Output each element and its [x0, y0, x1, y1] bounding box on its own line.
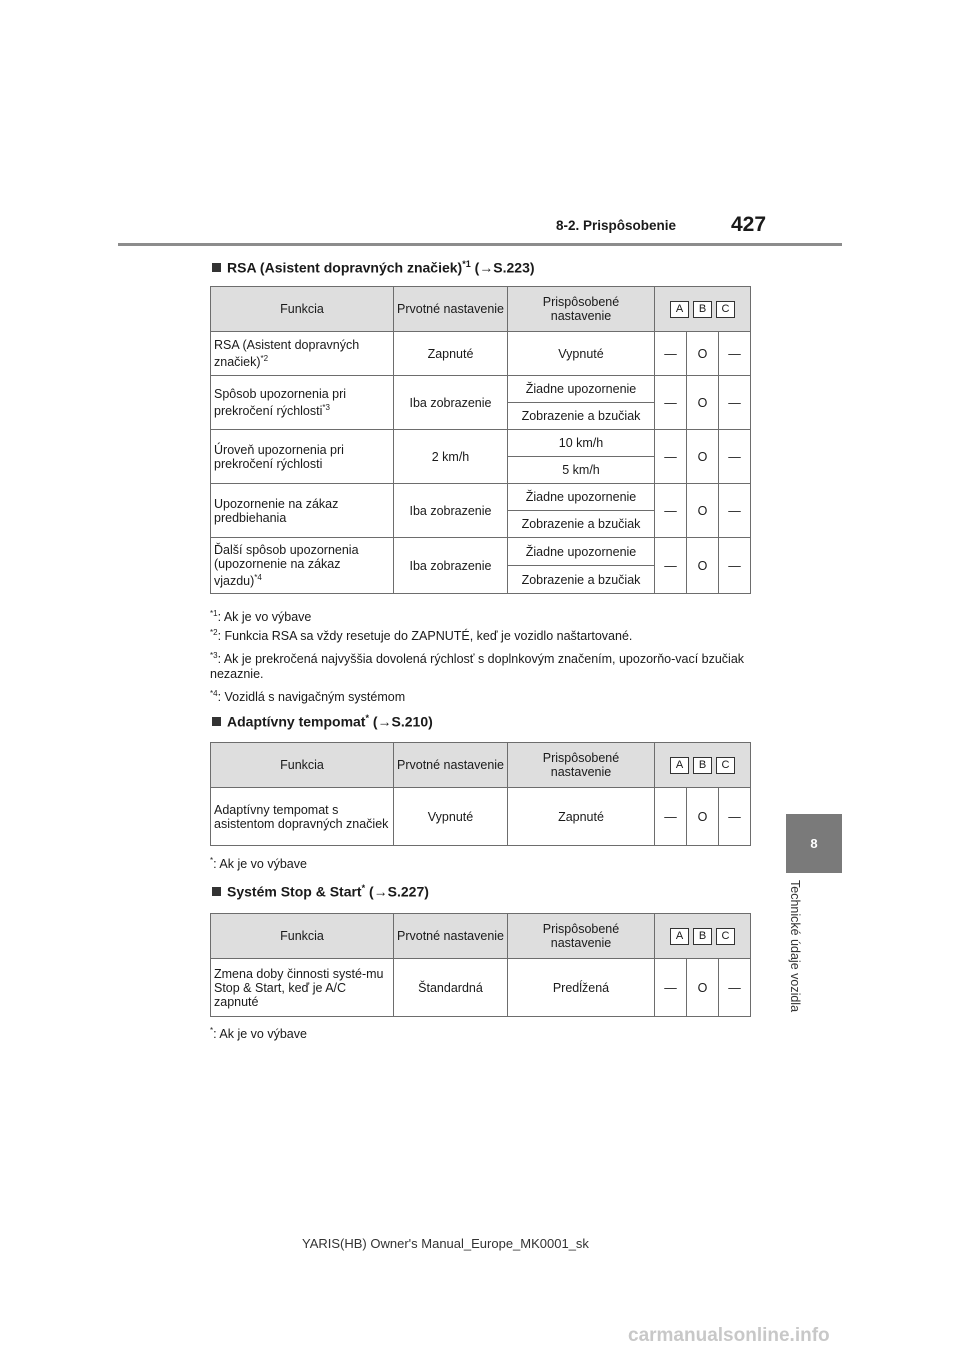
- function-cell: Zmena doby činnosti systé-mu Stop & Start, keď je A/C zapnuté: [211, 959, 394, 1017]
- setting-method-b-icon: B: [693, 928, 712, 945]
- column-header: Prispôsobené nastavenie: [508, 287, 655, 332]
- function-cell: Upozornenie na zákaz predbiehania: [211, 484, 394, 538]
- function-cell: Úroveň upozornenia pri prekročení rýchlosti: [211, 430, 394, 484]
- section-title-adaptive-cruise: Adaptívny tempomat* (→S.210): [212, 713, 433, 730]
- initial-setting-cell: Iba zobrazenie: [394, 484, 508, 538]
- method-a-cell: —: [655, 484, 687, 538]
- footnote: *: Ak je vo výbave: [210, 856, 307, 872]
- chapter-side-label: [786, 880, 802, 1050]
- method-b-cell: O: [687, 430, 719, 484]
- bullet-square-icon: [212, 717, 221, 726]
- method-a-cell: —: [655, 332, 687, 376]
- page-reference-link[interactable]: (→S.210): [368, 713, 433, 730]
- initial-setting-cell: Vypnuté: [394, 788, 508, 846]
- method-a-cell: —: [655, 430, 687, 484]
- settings-table-rsa: [210, 286, 751, 594]
- custom-setting-cell: 10 km/h: [508, 430, 655, 457]
- page-reference-link[interactable]: (→S.227): [365, 883, 429, 900]
- table-row: [211, 332, 751, 376]
- function-cell: RSA (Asistent dopravných značiek)$^{*2}$: [211, 332, 394, 376]
- chapter-side-title: Technické údaje vozidla: [788, 880, 802, 1013]
- custom-setting-cell: 5 km/h: [508, 457, 655, 484]
- initial-setting-cell: Iba zobrazenie: [394, 538, 508, 594]
- column-header: Prvotné nastavenie: [394, 914, 508, 959]
- column-header: Prispôsobené nastavenie: [508, 914, 655, 959]
- setting-method-b-icon: B: [693, 301, 712, 318]
- setting-method-c-icon: C: [716, 928, 735, 945]
- custom-setting-cell: Zobrazenie a bzučiak: [508, 566, 655, 594]
- setting-method-a-icon: A: [670, 757, 689, 774]
- column-header: Prispôsobené nastavenie: [508, 743, 655, 788]
- section-title-stop-start: Systém Stop & Start* (→S.227): [212, 883, 429, 900]
- table-header-row: [211, 743, 751, 788]
- method-b-cell: O: [687, 376, 719, 430]
- function-cell: Spôsob upozornenia pri prekročení rýchlosti$^{*3}$: [211, 376, 394, 430]
- method-c-cell: —: [719, 332, 751, 376]
- column-header: Prvotné nastavenie: [394, 743, 508, 788]
- method-c-cell: —: [719, 484, 751, 538]
- table-row: [211, 959, 751, 1017]
- method-b-cell: O: [687, 788, 719, 846]
- abc-header: [655, 914, 751, 959]
- section-title-rsa: RSA (Asistent dopravných značiek)$^{*1}$ (→S.223): [212, 259, 535, 276]
- column-header: Funkcia: [211, 743, 394, 788]
- table-header-row: [211, 287, 751, 332]
- settings-table-stop-start: [210, 913, 751, 1017]
- custom-setting-cell: Žiadne upozornenie: [508, 538, 655, 566]
- column-header: Prvotné nastavenie: [394, 287, 508, 332]
- setting-method-a-icon: A: [670, 928, 689, 945]
- chapter-tab: 8: [786, 814, 842, 873]
- custom-setting-cell: Zapnuté: [508, 788, 655, 846]
- custom-setting-cell: Žiadne upozornenie: [508, 484, 655, 511]
- method-b-cell: O: [687, 332, 719, 376]
- method-c-cell: —: [719, 376, 751, 430]
- method-c-cell: —: [719, 538, 751, 594]
- initial-setting-cell: Zapnuté: [394, 332, 508, 376]
- settings-table-adaptive-cruise: [210, 742, 751, 846]
- footer-document-id: YARIS(HB) Owner's Manual_Europe_MK0001_sk: [302, 1236, 589, 1251]
- custom-setting-cell: Predĺžená: [508, 959, 655, 1017]
- header-section-title: 8-2. Prispôsobenie: [556, 218, 677, 233]
- setting-method-a-icon: A: [670, 301, 689, 318]
- method-b-cell: O: [687, 959, 719, 1017]
- table-header-row: [211, 914, 751, 959]
- method-c-cell: —: [719, 959, 751, 1017]
- table-row: [211, 430, 751, 457]
- footnote: $^{*3}$: Ak je prekročená najvyššia dovolená rýchlosť s doplnkovým značením, upozorňo-vací bzučiak nezaznie.: [210, 651, 745, 682]
- method-a-cell: —: [655, 959, 687, 1017]
- table-row: [211, 788, 751, 846]
- method-c-cell: —: [719, 430, 751, 484]
- footnote: *: Ak je vo výbave: [210, 1026, 307, 1042]
- method-a-cell: —: [655, 538, 687, 594]
- custom-setting-cell: Žiadne upozornenie: [508, 376, 655, 403]
- footnote: $^{*4}$: Vozidlá s navigačným systémom: [210, 689, 406, 705]
- setting-method-c-icon: C: [716, 301, 735, 318]
- table-row: [211, 484, 751, 511]
- page-number: 427: [731, 213, 767, 236]
- abc-header: [655, 743, 751, 788]
- bullet-square-icon: [212, 887, 221, 896]
- custom-setting-cell: Vypnuté: [508, 332, 655, 376]
- bullet-square-icon: [212, 263, 221, 272]
- method-b-cell: O: [687, 538, 719, 594]
- footnote: $^{*2}$: Funkcia RSA sa vždy resetuje do ZAPNUTÉ, keď je vozidlo naštartované.: [210, 628, 633, 644]
- function-cell: Ďalší spôsob upozornenia (upozornenie na zákaz vjazdu)$^{*4}$: [211, 538, 394, 594]
- function-cell: Adaptívny tempomat s asistentom dopravných značiek: [211, 788, 394, 846]
- initial-setting-cell: Iba zobrazenie: [394, 376, 508, 430]
- initial-setting-cell: 2 km/h: [394, 430, 508, 484]
- custom-setting-cell: Zobrazenie a bzučiak: [508, 511, 655, 538]
- method-a-cell: —: [655, 376, 687, 430]
- header-divider: [118, 243, 842, 246]
- custom-setting-cell: Zobrazenie a bzučiak: [508, 403, 655, 430]
- page-reference-link[interactable]: (→S.223): [470, 259, 535, 276]
- method-a-cell: —: [655, 788, 687, 846]
- footnote: $^{*1}$: Ak je vo výbave: [210, 609, 312, 625]
- initial-setting-cell: Štandardná: [394, 959, 508, 1017]
- table-row: [211, 538, 751, 566]
- table-row: [211, 376, 751, 403]
- method-b-cell: O: [687, 484, 719, 538]
- abc-header: [655, 287, 751, 332]
- column-header: Funkcia: [211, 287, 394, 332]
- method-c-cell: —: [719, 788, 751, 846]
- setting-method-c-icon: C: [716, 757, 735, 774]
- watermark: carmanualsonline.info: [628, 1325, 830, 1346]
- column-header: Funkcia: [211, 914, 394, 959]
- setting-method-b-icon: B: [693, 757, 712, 774]
